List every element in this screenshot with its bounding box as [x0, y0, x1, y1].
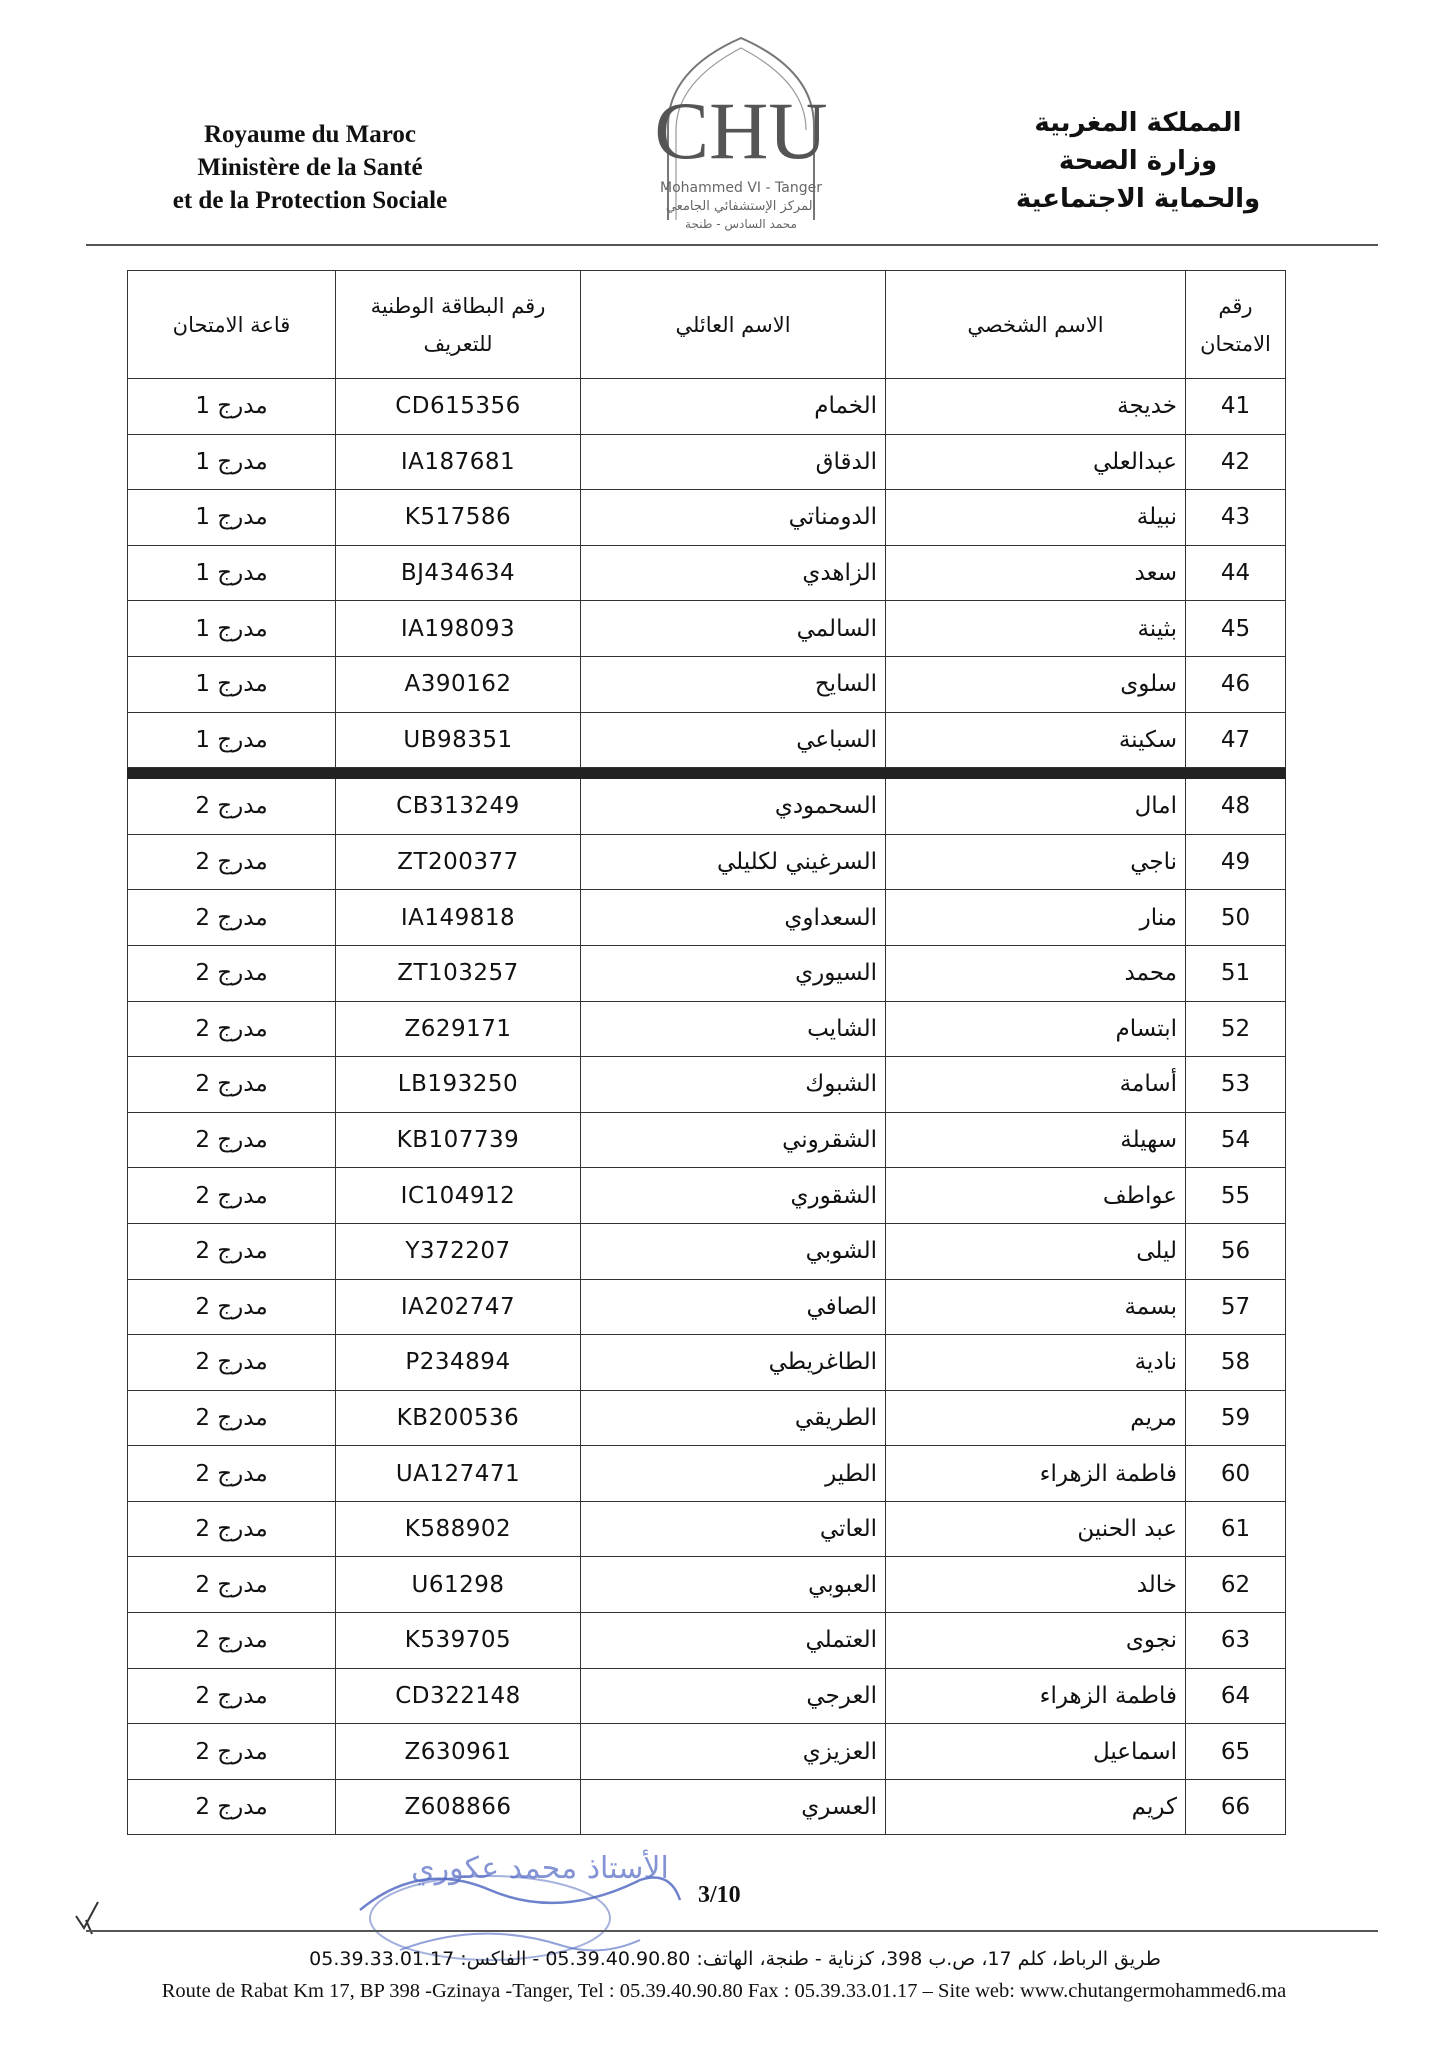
- cell-exam-number: 49: [1186, 834, 1286, 890]
- header-divider: [86, 244, 1378, 246]
- cell-exam-room: مدرج 2: [128, 1446, 336, 1502]
- cell-last-name: السباعي: [581, 712, 886, 768]
- cell-exam-number: 61: [1186, 1501, 1286, 1557]
- cell-last-name: الشقوري: [581, 1168, 886, 1224]
- cell-exam-room: مدرج 2: [128, 1390, 336, 1446]
- table-row: [128, 1446, 1286, 1502]
- cell-first-name: محمد: [886, 945, 1186, 1001]
- cell-exam-room: مدرج 1: [128, 601, 336, 657]
- header-ar-line-1: المملكة المغربية: [1034, 108, 1242, 138]
- cell-last-name: السيوري: [581, 945, 886, 1001]
- cell-national-id: Z608866: [336, 1779, 581, 1835]
- cell-national-id: CB313249: [336, 779, 581, 835]
- cell-first-name: ابتسام: [886, 1001, 1186, 1057]
- cell-national-id: UB98351: [336, 712, 581, 768]
- cell-national-id: K517586: [336, 490, 581, 546]
- cell-first-name: عواطف: [886, 1168, 1186, 1224]
- cell-exam-number: 47: [1186, 712, 1286, 768]
- cell-last-name: السحمودي: [581, 779, 886, 835]
- cell-national-id: P234894: [336, 1335, 581, 1391]
- cell-exam-number: 51: [1186, 945, 1286, 1001]
- table-row: [128, 656, 1286, 712]
- cell-first-name: بثينة: [886, 601, 1186, 657]
- cell-national-id: CD615356: [336, 379, 581, 435]
- cell-first-name: ليلى: [886, 1223, 1186, 1279]
- table-row: [128, 434, 1286, 490]
- cell-national-id: IC104912: [336, 1168, 581, 1224]
- header-first-name: الاسم الشخصي: [886, 271, 1186, 379]
- cell-exam-room: مدرج 2: [128, 1223, 336, 1279]
- table-row: [128, 1168, 1286, 1224]
- cell-last-name: الشقروني: [581, 1112, 886, 1168]
- cell-first-name: كريم: [886, 1779, 1186, 1835]
- group-separator-bar: [128, 768, 1286, 779]
- cell-exam-room: مدرج 2: [128, 834, 336, 890]
- table-row: [128, 1279, 1286, 1335]
- header-arabic: [948, 104, 1328, 218]
- cell-first-name: فاطمة الزهراء: [886, 1446, 1186, 1502]
- cell-exam-number: 53: [1186, 1057, 1286, 1113]
- cell-last-name: العزيزي: [581, 1724, 886, 1780]
- header-exam-room: قاعة الامتحان: [128, 271, 336, 379]
- cell-exam-room: مدرج 1: [128, 490, 336, 546]
- header-fr-line-3: et de la Protection Sociale: [172, 187, 448, 214]
- cell-first-name: سعد: [886, 545, 1186, 601]
- cell-last-name: الشبوك: [581, 1057, 886, 1113]
- cell-exam-room: مدرج 2: [128, 1779, 336, 1835]
- cell-exam-room: مدرج 2: [128, 1279, 336, 1335]
- cell-exam-room: مدرج 2: [128, 1057, 336, 1113]
- cell-exam-room: مدرج 1: [128, 545, 336, 601]
- cell-exam-number: 42: [1186, 434, 1286, 490]
- cell-national-id: IA149818: [336, 890, 581, 946]
- cell-exam-room: مدرج 2: [128, 1501, 336, 1557]
- cell-last-name: السعداوي: [581, 890, 886, 946]
- table-row: [128, 490, 1286, 546]
- page-number: 3/10: [698, 1882, 741, 1908]
- cell-last-name: العسري: [581, 1779, 886, 1835]
- table-row: [128, 890, 1286, 946]
- cell-national-id: Z629171: [336, 1001, 581, 1057]
- cell-national-id: LB193250: [336, 1057, 581, 1113]
- table-row: [128, 1668, 1286, 1724]
- chu-logo: [628, 30, 854, 240]
- cell-first-name: سلوى: [886, 656, 1186, 712]
- cell-exam-room: مدرج 1: [128, 434, 336, 490]
- cell-exam-number: 41: [1186, 379, 1286, 435]
- cell-exam-room: مدرج 2: [128, 890, 336, 946]
- cell-exam-number: 54: [1186, 1112, 1286, 1168]
- logo-sub-ar2: محمد السادس - طنجة: [685, 217, 797, 231]
- cell-national-id: K588902: [336, 1501, 581, 1557]
- cell-national-id: ZT103257: [336, 945, 581, 1001]
- cell-last-name: الطير: [581, 1446, 886, 1502]
- cell-national-id: UA127471: [336, 1446, 581, 1502]
- table-row: [128, 834, 1286, 890]
- cell-last-name: العبوبي: [581, 1557, 886, 1613]
- cell-national-id: BJ434634: [336, 545, 581, 601]
- table-body: [128, 379, 1286, 1835]
- table-row: [128, 1057, 1286, 1113]
- cell-exam-room: مدرج 2: [128, 1613, 336, 1669]
- cell-national-id: KB200536: [336, 1390, 581, 1446]
- cell-exam-number: 56: [1186, 1223, 1286, 1279]
- table-row: [128, 712, 1286, 768]
- signature-text: الأستاذ محمد عكوري: [411, 1851, 669, 1886]
- cell-exam-number: 50: [1186, 890, 1286, 946]
- cell-first-name: سكينة: [886, 712, 1186, 768]
- cell-last-name: العاتي: [581, 1501, 886, 1557]
- cell-exam-number: 63: [1186, 1613, 1286, 1669]
- cell-national-id: KB107739: [336, 1112, 581, 1168]
- cell-last-name: السرغيني لكليلي: [581, 834, 886, 890]
- cell-national-id: IA202747: [336, 1279, 581, 1335]
- header-ar-line-3: والحماية الاجتماعية: [1015, 184, 1261, 214]
- cell-first-name: سهيلة: [886, 1112, 1186, 1168]
- cell-exam-number: 48: [1186, 779, 1286, 835]
- cell-exam-room: مدرج 2: [128, 1335, 336, 1391]
- header-french: [120, 118, 500, 217]
- table-row: [128, 1501, 1286, 1557]
- cell-exam-number: 45: [1186, 601, 1286, 657]
- table-row: [128, 1390, 1286, 1446]
- cell-first-name: نادية: [886, 1335, 1186, 1391]
- table-row: [128, 1779, 1286, 1835]
- cell-first-name: اسماعيل: [886, 1724, 1186, 1780]
- cell-last-name: العرجي: [581, 1668, 886, 1724]
- cell-first-name: نجوى: [886, 1613, 1186, 1669]
- cell-exam-room: مدرج 2: [128, 1557, 336, 1613]
- cell-national-id: Z630961: [336, 1724, 581, 1780]
- header-ar-line-2: وزارة الصحة: [1058, 146, 1218, 176]
- cell-last-name: الطاغريطي: [581, 1335, 886, 1391]
- cell-exam-room: مدرج 1: [128, 379, 336, 435]
- table-row: [128, 945, 1286, 1001]
- table-row: [128, 379, 1286, 435]
- cell-national-id: A390162: [336, 656, 581, 712]
- cell-exam-room: مدرج 2: [128, 1112, 336, 1168]
- cell-exam-number: 66: [1186, 1779, 1286, 1835]
- header-exam-number: رقم الامتحان: [1186, 271, 1286, 379]
- table-row: [128, 1223, 1286, 1279]
- cell-first-name: فاطمة الزهراء: [886, 1668, 1186, 1724]
- chu-logo-mark: [628, 30, 854, 240]
- table-row: [128, 1001, 1286, 1057]
- cell-national-id: IA187681: [336, 434, 581, 490]
- group-separator: [128, 768, 1286, 779]
- header-last-name: الاسم العائلي: [581, 271, 886, 379]
- cell-last-name: الخمام: [581, 379, 886, 435]
- cell-first-name: ناجي: [886, 834, 1186, 890]
- cell-exam-number: 55: [1186, 1168, 1286, 1224]
- cell-first-name: خديجة: [886, 379, 1186, 435]
- cell-national-id: Y372207: [336, 1223, 581, 1279]
- cell-exam-room: مدرج 1: [128, 712, 336, 768]
- cell-exam-room: مدرج 2: [128, 945, 336, 1001]
- cell-exam-number: 59: [1186, 1390, 1286, 1446]
- cell-first-name: عبدالعلي: [886, 434, 1186, 490]
- logo-sub-fr: Mohammed VI - Tanger: [660, 180, 822, 196]
- table-row: [128, 1613, 1286, 1669]
- table-row: [128, 601, 1286, 657]
- cell-first-name: منار: [886, 890, 1186, 946]
- cell-exam-room: مدرج 2: [128, 1724, 336, 1780]
- cell-exam-room: مدرج 2: [128, 1668, 336, 1724]
- cell-first-name: نبيلة: [886, 490, 1186, 546]
- cell-exam-number: 46: [1186, 656, 1286, 712]
- cell-first-name: مريم: [886, 1390, 1186, 1446]
- cell-exam-number: 60: [1186, 1446, 1286, 1502]
- table-row: [128, 1335, 1286, 1391]
- footer-arabic: طريق الرباط، كلم 17، ص.ب 398، كزناية - طنجة، الهاتف: 05.39.40.90.80 - الفاكس: 05.39.33.01.17: [309, 1948, 1161, 1970]
- cell-exam-room: مدرج 2: [128, 1001, 336, 1057]
- cell-national-id: U61298: [336, 1557, 581, 1613]
- cell-last-name: الزاهدي: [581, 545, 886, 601]
- cell-exam-room: مدرج 1: [128, 656, 336, 712]
- table-row: [128, 1724, 1286, 1780]
- cell-first-name: أسامة: [886, 1057, 1186, 1113]
- cell-last-name: الشايب: [581, 1001, 886, 1057]
- table-row: [128, 1112, 1286, 1168]
- tick-mark-icon: [72, 1898, 102, 1938]
- cell-national-id: CD322148: [336, 1668, 581, 1724]
- footer-french: Route de Rabat Km 17, BP 398 -Gzinaya -Tanger, Tel : 05.39.40.90.80 Fax : 05.39.33.01.17 – Site web: www.chutangermohammed6.ma: [161, 1980, 1287, 2002]
- cell-exam-number: 52: [1186, 1001, 1286, 1057]
- cell-last-name: الدومناتي: [581, 490, 886, 546]
- cell-exam-room: مدرج 2: [128, 1168, 336, 1224]
- table-header-row: [128, 271, 1286, 379]
- cell-exam-number: 44: [1186, 545, 1286, 601]
- cell-exam-number: 62: [1186, 1557, 1286, 1613]
- header-fr-line-2: Ministère de la Santé: [197, 154, 423, 181]
- cell-first-name: خالد: [886, 1557, 1186, 1613]
- cell-national-id: ZT200377: [336, 834, 581, 890]
- header-fr-line-1: Royaume du Maroc: [203, 121, 417, 148]
- cell-first-name: امال: [886, 779, 1186, 835]
- cell-exam-number: 65: [1186, 1724, 1286, 1780]
- cell-last-name: العتملي: [581, 1613, 886, 1669]
- table-row: [128, 1557, 1286, 1613]
- cell-last-name: الصافي: [581, 1279, 886, 1335]
- cell-last-name: الدقاق: [581, 434, 886, 490]
- cell-first-name: بسمة: [886, 1279, 1186, 1335]
- table-row: [128, 545, 1286, 601]
- cell-national-id: K539705: [336, 1613, 581, 1669]
- cell-first-name: عبد الحنين: [886, 1501, 1186, 1557]
- logo-text: CHU: [654, 85, 828, 176]
- header-national-id: رقم البطاقة الوطنية للتعريف: [336, 271, 581, 379]
- cell-national-id: IA198093: [336, 601, 581, 657]
- logo-sub-ar1: المركز الإستشفائي الجامعي: [665, 199, 817, 214]
- cell-exam-number: 64: [1186, 1668, 1286, 1724]
- cell-exam-number: 58: [1186, 1335, 1286, 1391]
- cell-exam-room: مدرج 2: [128, 779, 336, 835]
- cell-exam-number: 43: [1186, 490, 1286, 546]
- cell-last-name: الطريقي: [581, 1390, 886, 1446]
- table-row: [128, 779, 1286, 835]
- footer-divider: [86, 1930, 1378, 1932]
- cell-last-name: الشوبي: [581, 1223, 886, 1279]
- cell-exam-number: 57: [1186, 1279, 1286, 1335]
- cell-last-name: السايح: [581, 656, 886, 712]
- candidates-table: [127, 270, 1286, 1835]
- cell-last-name: السالمي: [581, 601, 886, 657]
